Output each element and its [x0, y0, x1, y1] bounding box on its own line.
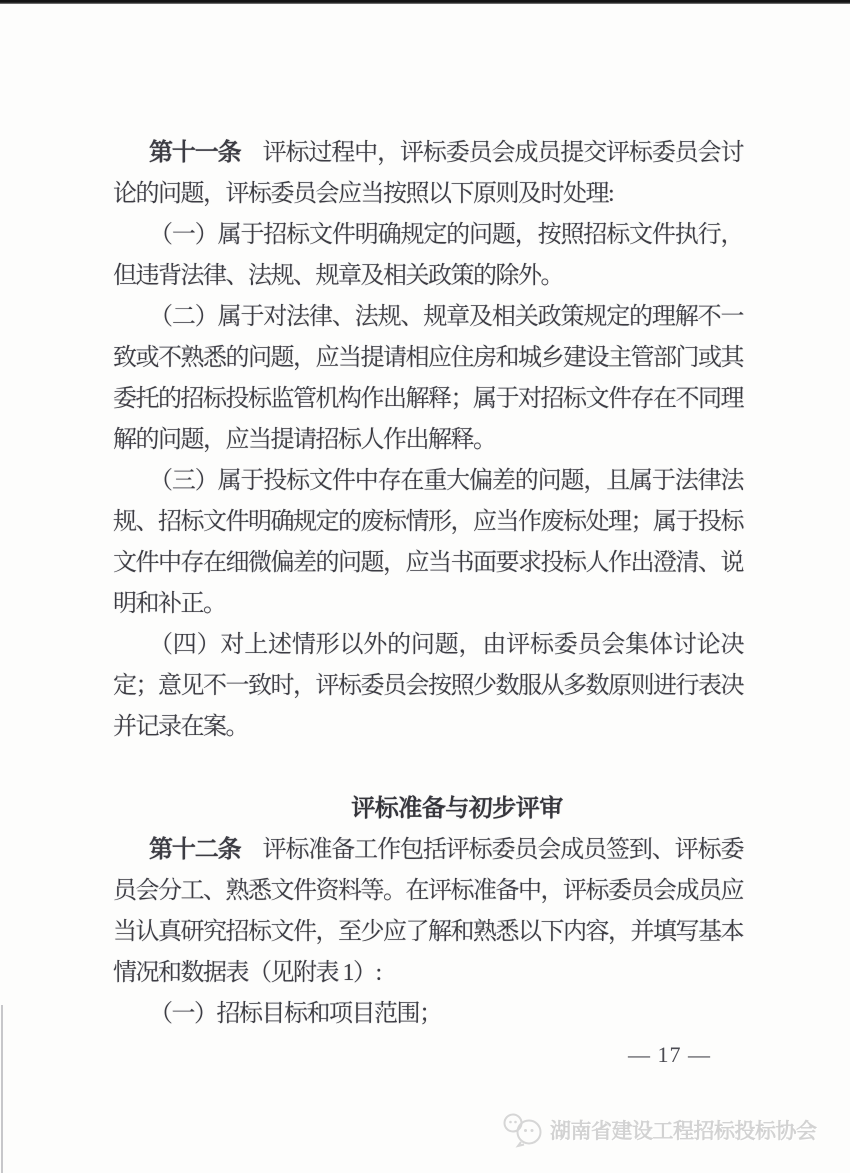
- association-watermark: [501, 1112, 817, 1148]
- scan-top-edge-line: [0, 0, 850, 4]
- scan-left-edge-line: [1, 1005, 3, 1173]
- page-number: — 17 —: [628, 1042, 711, 1067]
- watermark-text: 湖南省建设工程招标投标协会: [550, 1119, 817, 1143]
- article-11-item-3: （三）属于投标文件中存在重大偏差的问题，且属于法律法规、招标文件明确规定的废标情形，应当作废标处理；属于投标文件中存在细微偏差的问题，应当书面要求投标人作出澄清、说明和补正。: [113, 468, 743, 617]
- article-11-item-4: （四）对上述情形以外的问题，由评标委员会集体讨论决定；意见不一致时，评标委员会按照少数服从多数原则进行表决并记录在案。: [113, 632, 743, 740]
- chat-bubbles-icon: [501, 1112, 545, 1148]
- article-12-number: 第十二条: [149, 837, 241, 863]
- article-11-intro-text: 评标过程中，评标委员会成员提交评标委员会讨论的问题，评标委员会应当按照以下原则及时处理:: [113, 140, 744, 207]
- document-body: [113, 133, 743, 1035]
- article-11-item-2: （二）属于对法律、法规、规章及相关政策规定的理解不一致或不熟悉的问题，应当提请相应住房和城乡建设主管部门或其委托的招标投标监管机构作出解释；属于对招标文件存在不同理解的问题，应当提请招标人作出解释。: [113, 304, 743, 453]
- article-11-number: 第十一条: [149, 140, 241, 166]
- article-12-intro-text: 评标准备工作包括评标委员会成员签到、评标委员会分工、熟悉文件资料等。在评标准备中，评标委员会成员应当认真研究招标文件，至少应了解和熟悉以下内容，并填写基本情况和数据表（见附表 1）:: [113, 837, 744, 986]
- article-12-item-1: （一）招标目标和项目范围；: [149, 1001, 442, 1027]
- article-11-item-1: （一）属于招标文件明确规定的问题，按照招标文件执行，但违背法律、法规、规章及相关政策的除外。: [113, 222, 743, 289]
- article-12-paragraph: [113, 830, 743, 994]
- article-11-paragraph: [113, 133, 743, 215]
- section-heading: 评标准备与初步评审: [351, 796, 563, 822]
